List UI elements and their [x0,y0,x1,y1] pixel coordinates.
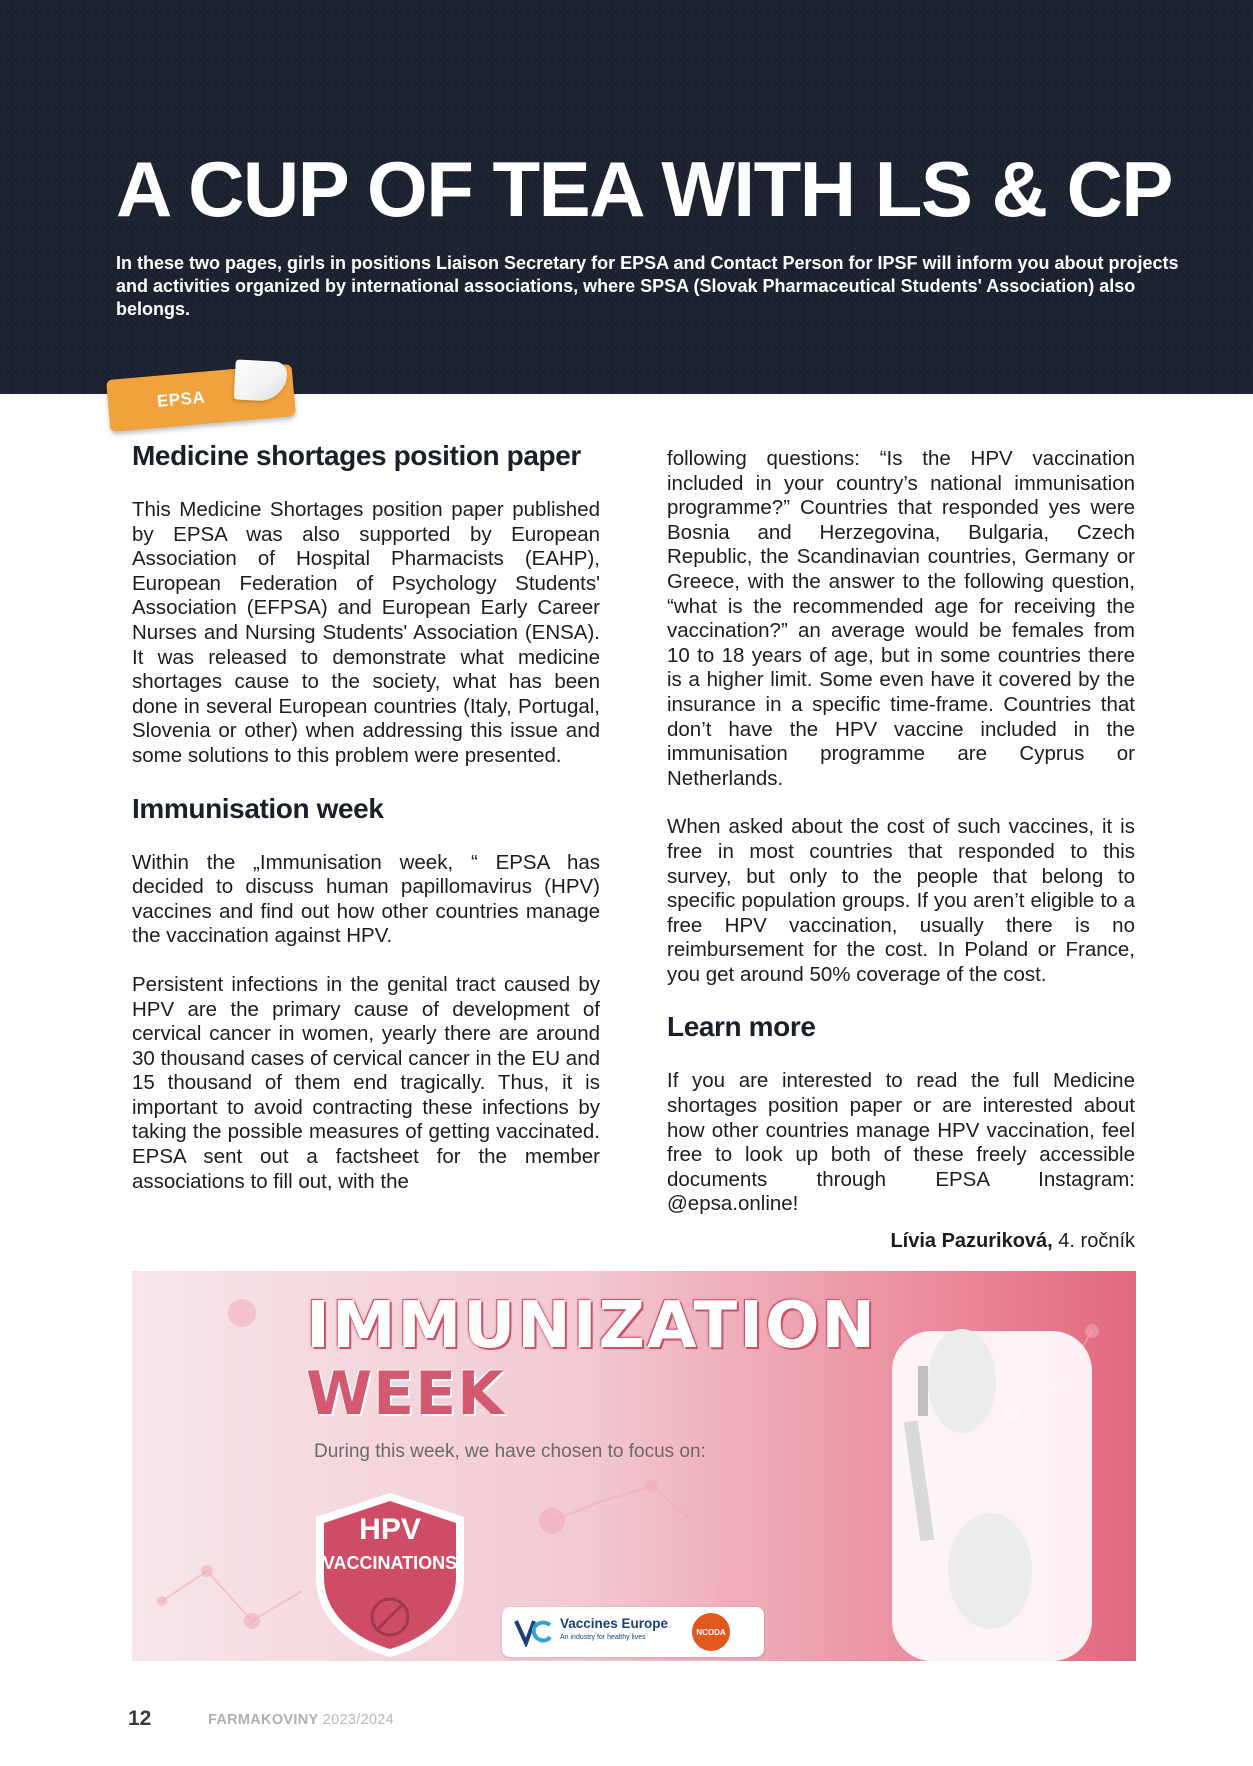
shield-label-vaccinations: VACCINATIONS [322,1553,458,1573]
section-tag-label: EPSA [156,387,206,411]
magazine-footer [208,1712,394,1728]
author-byline [667,1230,1135,1253]
header-band [0,0,1253,394]
intro-text: In these two pages, girls in positions Liaison Secretary for EPSA and Contact Person for IPSF will inform you about projects and activities organized by international associations, where SPSA (Slovak Pharmaceutical Students' Association) also belongs. [116,253,1179,319]
right-column [667,447,1135,1241]
banner-title-immunization: IMMUNIZATION [306,1289,877,1363]
vaccines-europe-logo-icon [514,1617,552,1647]
tag-curl-decoration [234,359,288,402]
heading-medicine-shortages: Medicine shortages position paper [132,440,581,471]
magazine-issue: 2023/2024 [322,1712,395,1728]
page-title: A CUP OF TEA WITH LS & CP [116,145,1172,233]
paragraph-immunisation-intro: Within the „Immunisation week, “ EPSA has decided to discuss human papillomavirus (HPV) vaccines and find out how other countries manage the vaccination against HPV. [132,850,600,948]
paragraph-hpv-questions: following questions: “Is the HPV vaccination included in your country’s national immunisation programme?” Countries that responded yes were Bosnia and Herzegovina, Bulgaria, Czech Republic, the Scandinavian countries, Germany or Greece, with the answer to the following question, “what is the recommended age for receiving the vaccination?” an average would be females from 10 to 18 years of age, but in some countries there is a higher limit. Some even have it covered by the insurance in a specific time-frame. Countries that don’t have the HPV vaccine included in the immunisation programme are Cyprus or Netherlands. [667,447,1135,790]
sponsor-logo-bar [502,1607,764,1657]
banner-title-week: WEEK [306,1359,505,1429]
paragraph-learn-more: If you are interested to read the full Medicine shortages position paper or are interested about how other countries manage HPV vaccination, feel free to look up both of these freely accessible documents through EPSA Instagram: @epsa.online! [667,1069,1135,1216]
author-year: 4. ročník [1058,1230,1135,1252]
paragraph-medicine-shortages: This Medicine Shortages position paper published by EPSA was also supported by European Association of Hospital Pharmacists (EAHP), European Federation of Psychology Students' Association (EFPSA) and European Early Career Nurses and Nursing Students' Association (ENSA). It was released to demonstrate what medicine shortages cause to the society, what has been done in several European countries (Italy, Portugal, Slovenia or other) when addressing this issue and some solutions to this problem were presented. [132,498,600,767]
shield-label-hpv: HPV [359,1513,421,1546]
left-column [132,440,600,1218]
author-name: Lívia Pazuriková, [890,1230,1053,1252]
vaccines-europe-name: Vaccines Europe [560,1616,669,1631]
immunization-week-banner [132,1271,1136,1661]
vaccines-europe-tagline: An industry for healthy lives [560,1634,646,1641]
heading-immunisation-week: Immunisation week [132,792,384,824]
heading-learn-more: Learn more [667,1011,816,1043]
paragraph-vaccine-cost: When asked about the cost of such vaccines, it is free in most countries that responded to this survey, but only to the people that belong to specific population groups. If you aren’t eligible to a free HPV vaccination, usually there is no reimbursement for the cost. In Poland or France, you get around 50% coverage of the cost. [667,815,1135,986]
ncoda-logo: NCODA [692,1613,730,1651]
banner-subtitle: During this week, we have chosen to focus on: [314,1441,706,1462]
page-number: 12 [128,1707,152,1730]
paragraph-hpv-infections: Persistent infections in the genital tract caused by HPV are the primary cause of development of cervical cancer in women, yearly there are around 30 thousand cases of cervical cancer in the EU and 15 thousand of them end tragically. Thus, it is important to avoid contracting these infections by taking the possible measures of getting vaccinated. EPSA sent out a factsheet for the member associations to fill out, with the [132,972,600,1193]
syringe-hand-illustration [892,1329,1092,1661]
magazine-name: FARMAKOVINY [208,1712,319,1728]
